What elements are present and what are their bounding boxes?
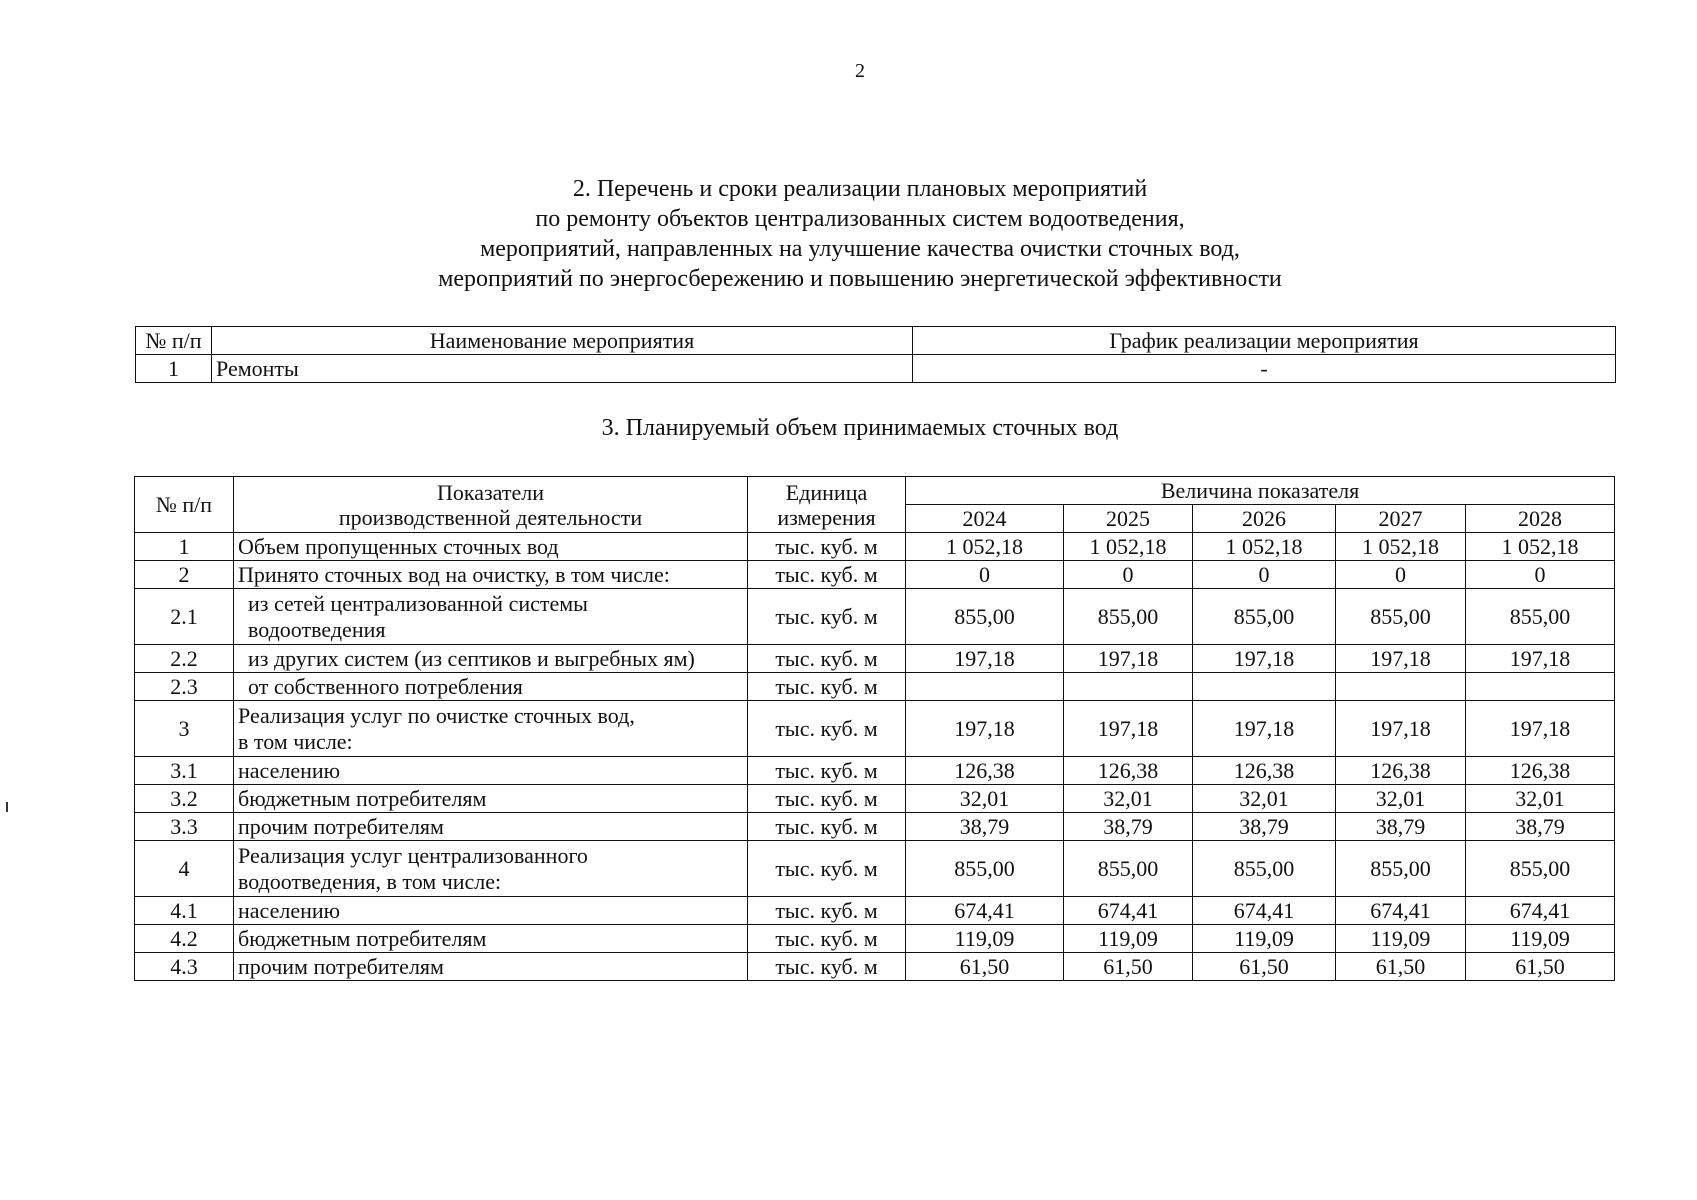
header-indicator — [234, 477, 748, 533]
header-year: 2027 — [1336, 505, 1466, 533]
row-value-2025: 855,00 — [1064, 589, 1193, 645]
row-value-2024: 38,79 — [906, 813, 1064, 841]
row-unit: тыс. куб. м — [748, 589, 906, 645]
row-label-line: в том числе: — [238, 728, 353, 754]
section-2-title — [0, 174, 1697, 294]
row-value-2026: 674,41 — [1193, 897, 1336, 925]
row-value-2028: 61,50 — [1466, 953, 1615, 981]
row-num: 2.2 — [135, 645, 234, 673]
measures-header-row — [136, 327, 1616, 355]
row-value-2024: 32,01 — [906, 785, 1064, 813]
row-value-2027: 197,18 — [1336, 701, 1466, 757]
table-row — [135, 533, 1615, 561]
section-2-title-line: мероприятий по энергосбережению и повышению энергетической эффективности — [438, 266, 1282, 292]
row-num: 1 — [135, 533, 234, 561]
row-value-2026: 855,00 — [1193, 841, 1336, 897]
row-value-2025: 197,18 — [1064, 645, 1193, 673]
row-label — [234, 701, 748, 757]
row-value-2028: 197,18 — [1466, 701, 1615, 757]
row-label-line: из сетей централизованной системы — [248, 590, 588, 616]
page-number: 2 — [855, 60, 865, 82]
scan-mark — [6, 802, 8, 812]
row-value-2027: 38,79 — [1336, 813, 1466, 841]
row-num: 3.2 — [135, 785, 234, 813]
row-label: прочим потребителям — [234, 953, 748, 981]
header-year: 2026 — [1193, 505, 1336, 533]
row-value-2027: 855,00 — [1336, 841, 1466, 897]
row-value-2024: 61,50 — [906, 953, 1064, 981]
row-label — [234, 841, 748, 897]
row-label-line: Реализация услуг по очистке сточных вод, — [238, 702, 635, 728]
table-row — [135, 757, 1615, 785]
header-num: № п/п — [136, 327, 212, 355]
header-num: № п/п — [135, 477, 234, 533]
row-value-2028: 32,01 — [1466, 785, 1615, 813]
header-year: 2024 — [906, 505, 1064, 533]
row-value-2027: 197,18 — [1336, 645, 1466, 673]
row-value-2025: 855,00 — [1064, 841, 1193, 897]
wastewater-volume-table — [134, 476, 1615, 981]
header-value-group: Величина показателя — [906, 477, 1615, 505]
table-row — [135, 953, 1615, 981]
row-unit: тыс. куб. м — [748, 561, 906, 589]
row-label-line: водоотведения, в том числе: — [238, 868, 502, 894]
row-value-2026: 197,18 — [1193, 701, 1336, 757]
row-label-line: водоотведения — [248, 616, 386, 642]
row-num: 2.1 — [135, 589, 234, 645]
row-label: населению — [234, 897, 748, 925]
row-label — [234, 589, 748, 645]
row-label: Объем пропущенных сточных вод — [234, 533, 748, 561]
row-value-2028: 855,00 — [1466, 841, 1615, 897]
table-row — [136, 355, 1616, 383]
row-value-2026: 855,00 — [1193, 589, 1336, 645]
row-unit: тыс. куб. м — [748, 645, 906, 673]
row-num: 1 — [136, 355, 212, 383]
row-value-2024: 0 — [906, 561, 1064, 589]
table-row — [135, 561, 1615, 589]
row-value-2028: 119,09 — [1466, 925, 1615, 953]
section-2-title-line: мероприятий, направленных на улучшение качества очистки сточных вод, — [480, 236, 1240, 262]
header-year: 2025 — [1064, 505, 1193, 533]
row-num: 2.3 — [135, 673, 234, 701]
row-value-2025: 38,79 — [1064, 813, 1193, 841]
table-row — [135, 785, 1615, 813]
row-value-2027: 0 — [1336, 561, 1466, 589]
header-year: 2028 — [1466, 505, 1615, 533]
row-value-2028: 38,79 — [1466, 813, 1615, 841]
table-row — [135, 925, 1615, 953]
header-unit-line: измерения — [777, 504, 876, 530]
row-value-2024: 855,00 — [906, 841, 1064, 897]
row-value-2025: 0 — [1064, 561, 1193, 589]
row-value-2024: 197,18 — [906, 645, 1064, 673]
row-value-2026: 38,79 — [1193, 813, 1336, 841]
row-value-2026: 32,01 — [1193, 785, 1336, 813]
row-unit: тыс. куб. м — [748, 813, 906, 841]
row-value-2028: 126,38 — [1466, 757, 1615, 785]
row-value-2025: 1 052,18 — [1064, 533, 1193, 561]
row-value-2027: 61,50 — [1336, 953, 1466, 981]
row-label: Принято сточных вод на очистку, в том числе: — [234, 561, 748, 589]
row-label: бюджетным потребителям — [234, 785, 748, 813]
measure-name: Ремонты — [212, 355, 913, 383]
section-3-title: 3. Планируемый объем принимаемых сточных вод — [601, 415, 1119, 441]
row-unit: тыс. куб. м — [748, 673, 906, 701]
row-unit: тыс. куб. м — [748, 757, 906, 785]
row-value-2027: 674,41 — [1336, 897, 1466, 925]
row-value-2026: 126,38 — [1193, 757, 1336, 785]
table-row — [135, 673, 1615, 701]
volume-header-row — [135, 477, 1615, 505]
row-label: из других систем (из септиков и выгребных ям) — [234, 645, 748, 673]
header-indicator-line: Показатели — [436, 479, 545, 505]
row-value-2025: 126,38 — [1064, 757, 1193, 785]
header-indicator-line: производственной деятельности — [338, 504, 643, 530]
row-value-2024: 674,41 — [906, 897, 1064, 925]
row-value-2024: 197,18 — [906, 701, 1064, 757]
measures-table — [135, 326, 1616, 383]
row-num: 2 — [135, 561, 234, 589]
table-row — [135, 645, 1615, 673]
row-value-2025: 674,41 — [1064, 897, 1193, 925]
row-value-2025 — [1064, 673, 1193, 701]
row-value-2027: 32,01 — [1336, 785, 1466, 813]
row-value-2026: 0 — [1193, 561, 1336, 589]
row-num: 4 — [135, 841, 234, 897]
table-row — [135, 589, 1615, 645]
table-row — [135, 897, 1615, 925]
row-unit: тыс. куб. м — [748, 841, 906, 897]
row-label: бюджетным потребителям — [234, 925, 748, 953]
row-value-2026: 197,18 — [1193, 645, 1336, 673]
volume-body — [135, 533, 1615, 981]
section-2-title-line: по ремонту объектов централизованных систем водоотведения, — [535, 206, 1185, 232]
measure-schedule: - — [913, 355, 1616, 383]
row-value-2028: 855,00 — [1466, 589, 1615, 645]
row-value-2027: 855,00 — [1336, 589, 1466, 645]
row-label: от собственного потребления — [234, 673, 748, 701]
row-value-2026: 61,50 — [1193, 953, 1336, 981]
row-unit: тыс. куб. м — [748, 953, 906, 981]
row-unit: тыс. куб. м — [748, 897, 906, 925]
row-value-2025: 32,01 — [1064, 785, 1193, 813]
row-unit: тыс. куб. м — [748, 925, 906, 953]
row-value-2025: 119,09 — [1064, 925, 1193, 953]
row-num: 4.3 — [135, 953, 234, 981]
row-label-line: Реализация услуг централизованного — [238, 842, 588, 868]
row-num: 3.1 — [135, 757, 234, 785]
row-num: 3 — [135, 701, 234, 757]
row-value-2026: 119,09 — [1193, 925, 1336, 953]
header-unit — [748, 477, 906, 533]
row-label: прочим потребителям — [234, 813, 748, 841]
header-schedule: График реализации мероприятия — [913, 327, 1616, 355]
row-unit: тыс. куб. м — [748, 785, 906, 813]
row-value-2028: 0 — [1466, 561, 1615, 589]
row-unit: тыс. куб. м — [748, 701, 906, 757]
row-num: 3.3 — [135, 813, 234, 841]
row-value-2028 — [1466, 673, 1615, 701]
row-value-2024: 126,38 — [906, 757, 1064, 785]
row-value-2027: 1 052,18 — [1336, 533, 1466, 561]
section-2-title-line: 2. Перечень и сроки реализации плановых мероприятий — [572, 176, 1148, 202]
table-row — [135, 841, 1615, 897]
row-value-2025: 197,18 — [1064, 701, 1193, 757]
header-unit-line: Единица — [785, 479, 868, 505]
row-value-2027: 126,38 — [1336, 757, 1466, 785]
row-value-2028: 674,41 — [1466, 897, 1615, 925]
row-value-2024: 1 052,18 — [906, 533, 1064, 561]
row-num: 4.2 — [135, 925, 234, 953]
header-measure-name: Наименование мероприятия — [212, 327, 913, 355]
row-value-2027 — [1336, 673, 1466, 701]
row-value-2024: 855,00 — [906, 589, 1064, 645]
table-row — [135, 701, 1615, 757]
table-row — [135, 813, 1615, 841]
row-value-2026: 1 052,18 — [1193, 533, 1336, 561]
row-value-2028: 1 052,18 — [1466, 533, 1615, 561]
row-value-2025: 61,50 — [1064, 953, 1193, 981]
row-value-2027: 119,09 — [1336, 925, 1466, 953]
row-num: 4.1 — [135, 897, 234, 925]
row-value-2024: 119,09 — [906, 925, 1064, 953]
row-value-2024 — [906, 673, 1064, 701]
row-label: населению — [234, 757, 748, 785]
row-value-2026 — [1193, 673, 1336, 701]
row-value-2028: 197,18 — [1466, 645, 1615, 673]
row-unit: тыс. куб. м — [748, 533, 906, 561]
